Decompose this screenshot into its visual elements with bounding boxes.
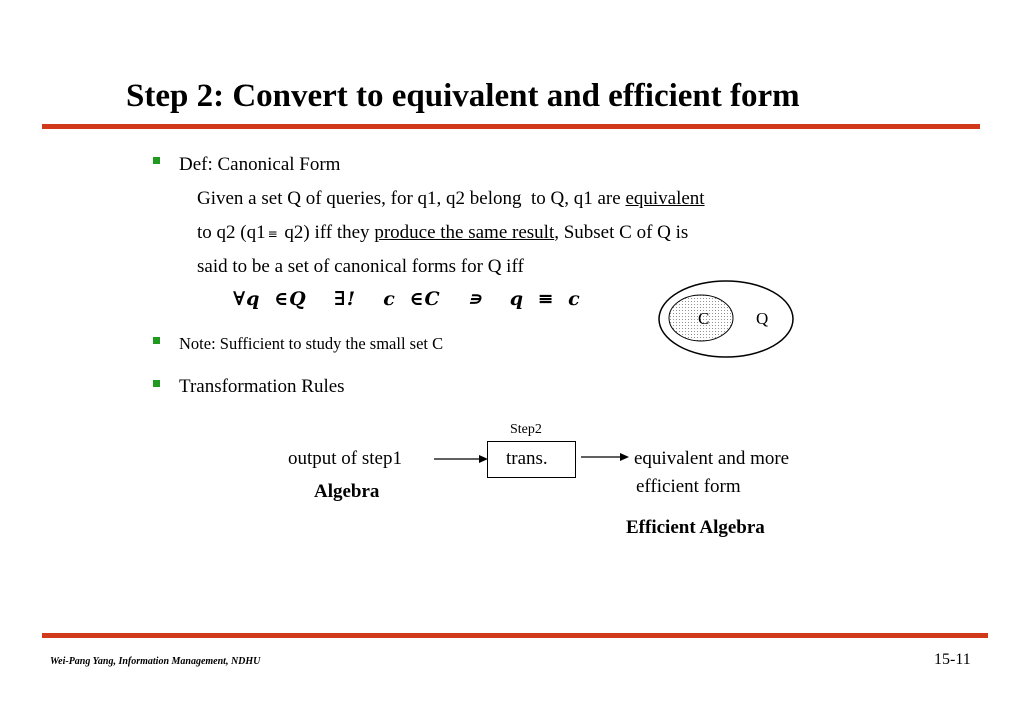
- footer-rule: [42, 633, 988, 638]
- def-term-equivalent: equivalent: [625, 188, 705, 209]
- flow-input-sub: Algebra: [314, 481, 380, 502]
- flow-output-line-2: efficient form: [636, 476, 741, 497]
- slide-title: Step 2: Convert to equivalent and efficient form: [126, 78, 800, 114]
- def-line-2-b: q2) iff they: [279, 222, 375, 243]
- def-line-2-a: to q2 (q1: [197, 222, 266, 243]
- bullet-marker: [153, 380, 160, 387]
- canonical-formula: ∀q ∈Q ∃! c ∈C ∍ q ≡ c: [233, 288, 581, 310]
- step-label: Step2: [510, 422, 542, 437]
- footer-author: Wei-Pang Yang, Information Management, NDHU: [50, 656, 261, 667]
- arrow-out: [581, 450, 631, 464]
- def-label: Def: Canonical Form: [179, 154, 341, 175]
- def-line-1: [197, 187, 705, 211]
- venn-diagram: [654, 279, 798, 361]
- def-line-1-text: Given a set Q of queries, for q1, q2 belong to Q, q1 are: [197, 188, 626, 209]
- bullet-marker: [153, 157, 160, 164]
- transformation-rules: Transformation Rules: [179, 376, 345, 397]
- trans-box-label: trans.: [506, 448, 548, 469]
- def-line-2: [197, 221, 688, 246]
- def-term-same-result: produce the same result: [374, 222, 555, 243]
- equiv-symbol: ≡: [267, 227, 278, 241]
- flow-input: output of step1: [288, 448, 402, 469]
- arrow-in: [434, 452, 490, 466]
- flow-output-line-1: equivalent and more: [634, 448, 790, 469]
- venn-label-q: Q: [756, 309, 769, 328]
- def-line-2-c: , Subset C of Q is: [554, 222, 689, 243]
- flow-output-sub: Efficient Algebra: [626, 517, 765, 538]
- title-rule: [42, 124, 980, 129]
- bullet-marker: [153, 337, 160, 344]
- note-text: Note: Sufficient to study the small set C: [179, 334, 444, 353]
- venn-label-c: C: [698, 309, 710, 328]
- def-line-3: said to be a set of canonical forms for Q iff: [197, 256, 524, 277]
- page-number: 15-11: [934, 651, 971, 668]
